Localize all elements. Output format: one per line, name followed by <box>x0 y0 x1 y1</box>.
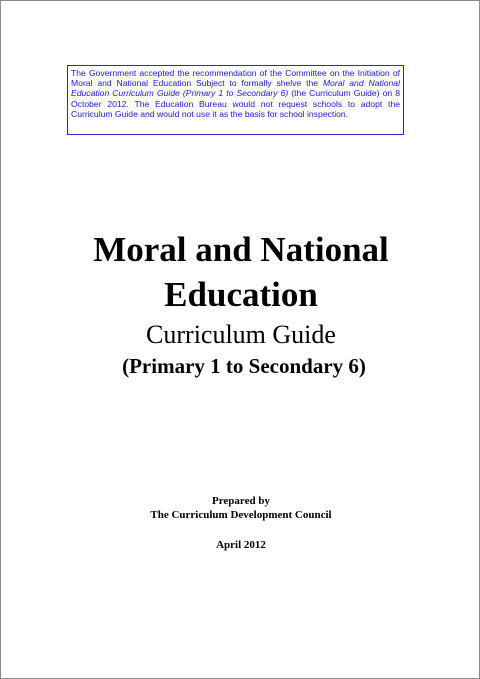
publication-date: April 2012 <box>216 539 266 551</box>
shelving-notice-box <box>67 65 404 135</box>
title-line-2: Education <box>164 275 318 314</box>
subtitle: Curriculum Guide <box>146 320 336 349</box>
prepared-by-organization: The Curriculum Development Council <box>150 509 332 521</box>
grade-range: (Primary 1 to Secondary 6) <box>122 354 366 378</box>
prepared-by-label: Prepared by <box>212 495 270 507</box>
prepared-by-block <box>1 494 480 522</box>
notice-text-part2: (the Curriculum Guide) on 8 October 2012. The Education Bureau would not request schools to adopt the Curriculum Guide and would not use it as the basis for school inspection. <box>71 88 401 119</box>
title-line-1: Moral and National <box>93 230 389 269</box>
cover-title-block <box>1 227 480 379</box>
notice-text-part1: The Government accepted the recommendation of the Committee on the Initiation of Moral and National Education Subject to formally shelve the <box>71 68 400 89</box>
notice-guide-title: Moral and National Education Curriculum Guide (Primary 1 to Secondary 6) <box>71 78 400 99</box>
